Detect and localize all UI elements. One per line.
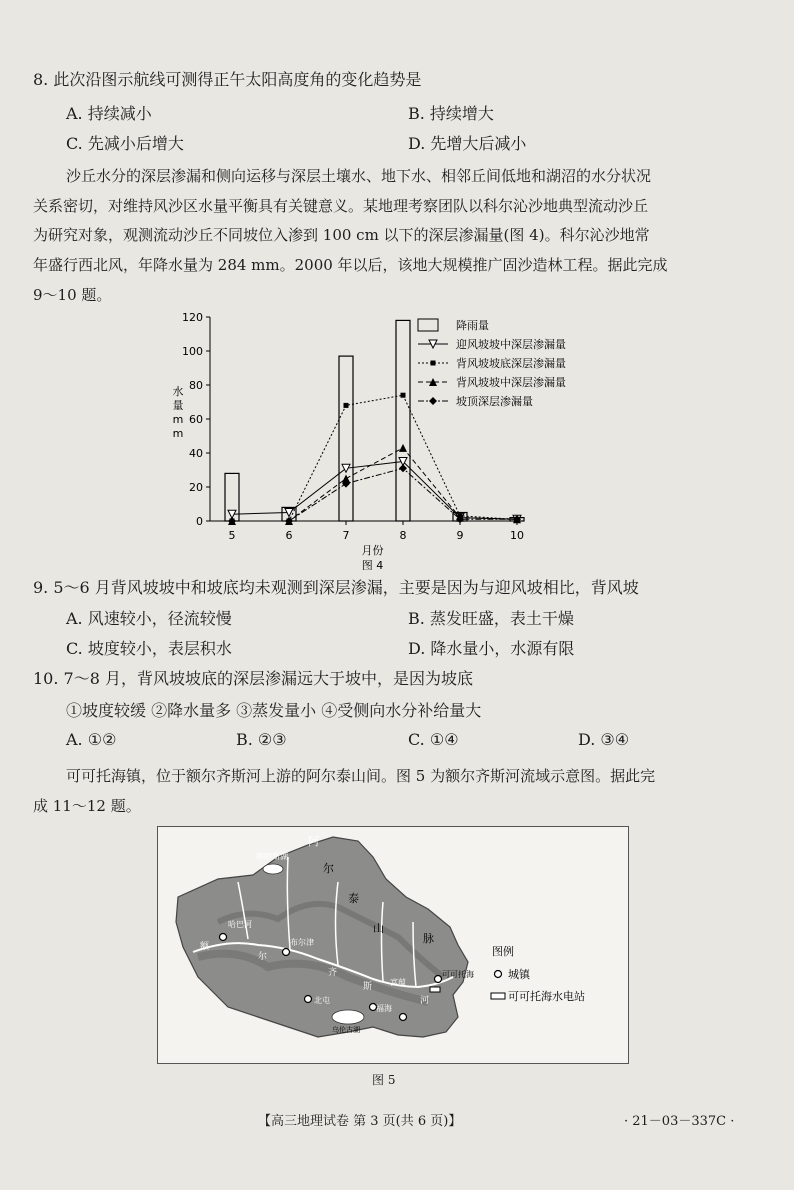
map-label-kekotuohai: 可可托海 [442, 970, 474, 979]
chart-ylabel-char: m [172, 413, 184, 426]
question-10-option-c: C. ①④ [408, 730, 459, 749]
town-fuyun [400, 1014, 407, 1021]
chart-xlabel: 月份 [361, 544, 384, 557]
map-label-erqisi-3: 齐 [328, 968, 338, 978]
map-label-erqisi-5: 河 [420, 996, 430, 1006]
town-kekotuohai [435, 976, 442, 983]
map-label-erqisi-2: 尔 [258, 952, 268, 962]
chart-point [399, 444, 407, 452]
map-label-fuhai: 福海 [376, 1004, 392, 1013]
map-label-buerjin: 布尔津 [290, 938, 314, 947]
chart-ylabel-char: 水 [172, 385, 184, 398]
figure-4-chart [160, 305, 600, 570]
question-8-option-d: D. 先增大后减小 [408, 134, 527, 153]
question-9-option-a: A. 风速较小，径流较慢 [66, 609, 232, 628]
map-label-erqisi-1: 额 [200, 942, 210, 952]
chart-x-tick-label: 5 [228, 529, 236, 542]
passage1-line-3: 为研究对象，观测流动沙丘不同坡位入渗到 100 cm 以下的深层渗漏量(图 4)。科尔沁沙地常 [33, 226, 650, 244]
question-9-stem: 9. 5～6 月背风坡坡中和坡底均未观测到深层渗漏，主要是因为与迎风坡相比，背风坡 [33, 578, 639, 597]
chart-ylabel-char: m [172, 427, 184, 440]
chart-x-tick-label: 7 [342, 529, 350, 542]
chart-bar [396, 320, 410, 521]
chart-x-tick-label: 6 [285, 529, 293, 542]
map-drawing [158, 827, 628, 1063]
chart-point [431, 361, 436, 366]
chart-y-tick-label: 120 [182, 311, 203, 324]
map-label-habahe: 哈巴河 [228, 920, 252, 929]
map-label-beitun: 北屯 [314, 996, 330, 1005]
map-label-erqisi-4: 斯 [363, 982, 373, 992]
map-label-mountain-4: 山 [373, 922, 384, 935]
chart-point [344, 403, 349, 408]
chart-caption: 图 4 [361, 559, 384, 570]
question-10-option-a: A. ①② [66, 730, 117, 749]
hydro-station-marker [430, 987, 440, 992]
legend-label: 降雨量 [456, 319, 489, 332]
question-9-option-c: C. 坡度较小，表层积水 [66, 639, 232, 658]
question-10-option-b: B. ②③ [236, 730, 287, 749]
footer-page-info: 【高三地理试卷 第 3 页(共 6 页)】 [258, 1114, 462, 1129]
question-10-option-d: D. ③④ [578, 730, 630, 749]
chart-y-tick-label: 0 [196, 515, 203, 528]
footer-code: · 21－03－337C · [624, 1114, 735, 1129]
legend-label: 坡顶深层渗漏量 [456, 395, 533, 408]
question-9-option-d: D. 降水量小，水源有限 [408, 639, 575, 658]
town-habahe [220, 934, 227, 941]
question-9-option-b: B. 蒸发旺盛，表土干燥 [408, 609, 574, 628]
question-8-option-b: B. 持续增大 [408, 104, 494, 123]
figure-5-caption: 图 5 [372, 1073, 396, 1087]
question-8-option-a: A. 持续减小 [66, 104, 152, 123]
town-beitun [305, 996, 312, 1003]
chart-y-tick-label: 80 [189, 379, 203, 392]
map-label-wulungu: 乌伦古湖 [332, 1026, 360, 1034]
question-8-option-c: C. 先减小后增大 [66, 134, 184, 153]
legend-station-symbol [491, 993, 505, 999]
map-label-mountain-5: 脉 [423, 932, 434, 945]
chart-point [401, 393, 406, 398]
map-label-mountain-1: 阿 [308, 835, 319, 848]
passage1-line-2: 关系密切，对维持风沙区水量平衡具有关键意义。某地理考察团队以科尔沁沙地典型流动沙丘 [33, 197, 649, 215]
question-10-items: ①坡度较缓 ②降水量多 ③蒸发量小 ④受侧向水分补给量大 [66, 701, 482, 720]
question-10-stem: 10. 7～8 月，背风坡坡底的深层渗漏远大于坡中，是因为坡底 [33, 669, 473, 688]
chart-y-tick-label: 100 [182, 345, 203, 358]
chart-y-tick-label: 40 [189, 447, 203, 460]
chart-bar [339, 356, 353, 521]
chart-y-tick-label: 60 [189, 413, 203, 426]
passage1-line-1: 沙丘水分的深层渗漏和侧向运移与深层土壤水、地下水、相邻丘间低地和湖沼的水分状况 [66, 167, 652, 185]
legend-town-symbol [495, 971, 502, 978]
chart-ylabel-char: 量 [172, 399, 184, 412]
chart-y-tick-label: 20 [189, 481, 203, 494]
chart-series-line [232, 395, 517, 521]
map-label-fuyun: 富蕴 [390, 978, 406, 987]
map-label-mountain-3: 泰 [348, 892, 359, 905]
passage2-line-2: 成 11～12 题。 [33, 797, 141, 815]
hanas-lake [263, 864, 283, 874]
town-buerjin [283, 949, 290, 956]
chart-point [429, 397, 437, 405]
chart-x-tick-label: 9 [456, 529, 464, 542]
chart-series-line [232, 462, 517, 520]
wulungu-lake [332, 1010, 364, 1024]
chart-x-tick-label: 10 [510, 529, 524, 542]
map-legend-title: 图例 [492, 945, 514, 958]
chart-series-line [232, 448, 517, 521]
chart-x-tick-label: 8 [399, 529, 407, 542]
passage1-line-5: 9～10 题。 [33, 286, 112, 304]
legend-label: 背风坡坡中深层渗漏量 [456, 376, 566, 389]
figure-5-map [157, 826, 629, 1064]
legend-bar-swatch [418, 319, 438, 331]
passage1-line-4: 年盛行西北风，年降水量为 284 mm。2000 年以后，该地大规模推广固沙造林工程。据此完成 [33, 256, 668, 274]
map-label-hanas: 喀纳斯湖 [256, 852, 288, 861]
map-legend-town: 城镇 [508, 968, 530, 981]
legend-label: 背风坡坡底深层渗漏量 [456, 357, 566, 370]
passage2-line-1: 可可托海镇，位于额尔齐斯河上游的阿尔泰山间。图 5 为额尔齐斯河流域示意图。据此完 [66, 767, 656, 785]
legend-label: 迎风坡坡中深层渗漏量 [456, 338, 566, 351]
map-legend-station: 可可托海水电站 [508, 990, 585, 1003]
question-8-stem: 8. 此次沿图示航线可测得正午太阳高度角的变化趋势是 [33, 70, 422, 89]
map-label-mountain-2: 尔 [323, 862, 334, 875]
